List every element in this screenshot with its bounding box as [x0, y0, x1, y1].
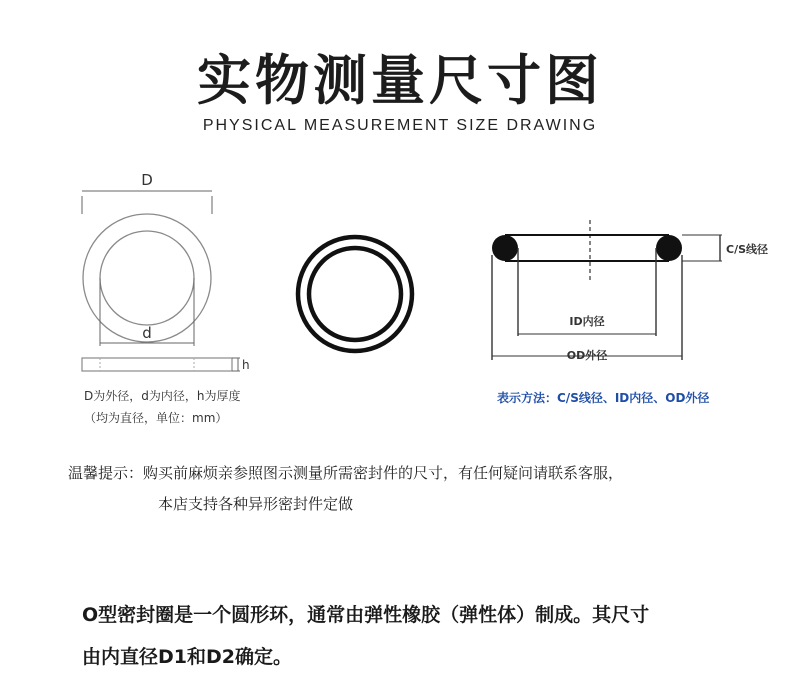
description-line2: 由内直径D1和D2确定。 [82, 646, 292, 668]
label-thickness: h [242, 358, 250, 372]
o-ring-front-view [298, 237, 412, 351]
flat-washer-diagram [82, 171, 250, 425]
section-left-circle [492, 235, 518, 261]
washer-inner-circle [100, 231, 194, 325]
description-line1: O型密封圈是一个圆形环，通常由弹性橡胶（弹性体）制成。其尺寸 [82, 604, 650, 626]
tip-line2: 本店支持各种异形密封件定做 [158, 495, 354, 513]
o-ring-cross-section [492, 220, 768, 362]
o-ring-inner-edge [309, 248, 401, 340]
washer-outer-circle [83, 214, 211, 342]
washer-side-profile [82, 358, 232, 371]
o-ring-outer-edge [298, 237, 412, 351]
section-right-circle [656, 235, 682, 261]
page-subtitle: PHYSICAL MEASUREMENT SIZE DRAWING [202, 117, 598, 134]
washer-caption-line1: D为外径，d为内径，h为厚度 [84, 389, 241, 403]
washer-caption-line2: （均为直径，单位：mm） [84, 411, 228, 425]
page-title: 实物测量尺寸图 [197, 49, 603, 112]
notation-method: 表示方法：C/S线径、ID内径、OD外径 [497, 391, 710, 405]
label-cross-section: C/S线径 [726, 243, 769, 256]
label-inner-diameter: d [142, 324, 152, 342]
label-inner-diameter-id: ID内径 [569, 315, 605, 328]
label-outer-diameter: D [141, 171, 153, 189]
label-outer-diameter-od: OD外径 [566, 349, 608, 362]
tip-line1: 温馨提示：购买前麻烦亲参照图示测量所需密封件的尺寸，有任何疑问请联系客服， [68, 464, 624, 482]
